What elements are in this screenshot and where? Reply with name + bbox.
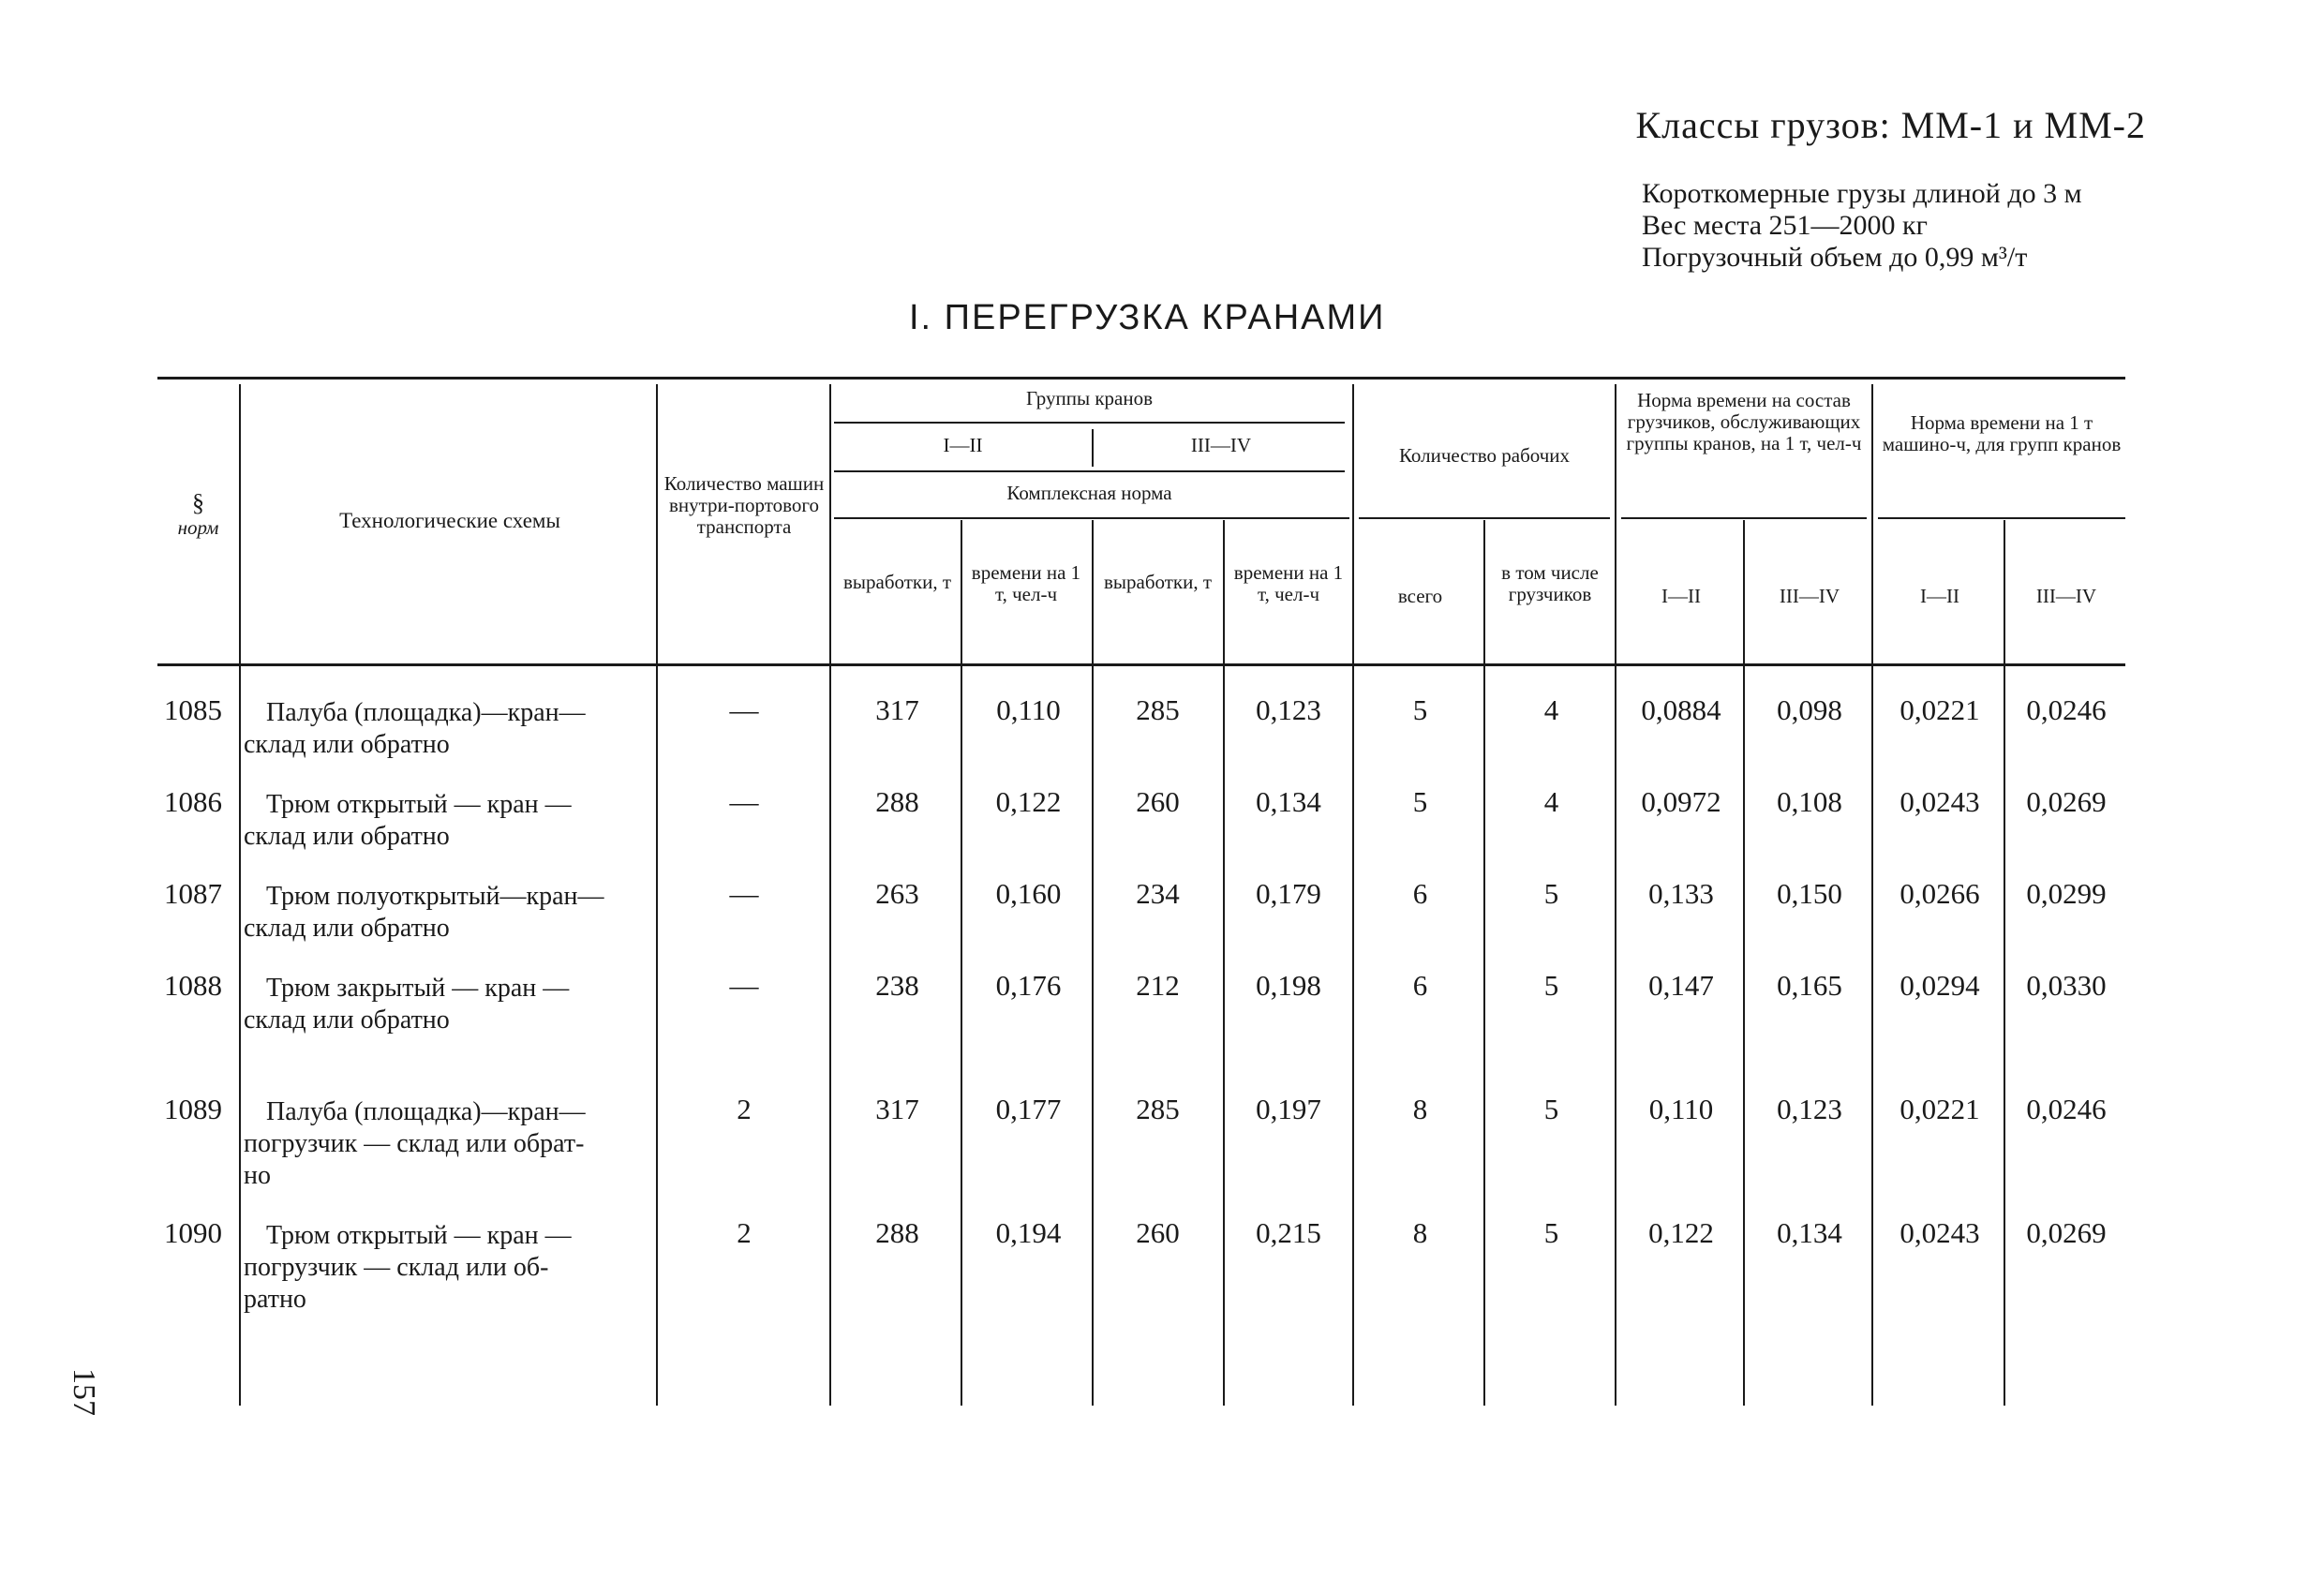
group-1-2-header: I—II [943,434,983,456]
cell-machines: — [729,785,759,818]
cell-time34: 0,198 [1256,969,1321,1002]
col-divider [1092,520,1094,1406]
cell-loaders: 4 [1543,785,1559,818]
workers-header: Количество рабочих [1398,444,1571,467]
info-line: Вес места 251—2000 кг [1642,210,1928,241]
nl-1-2-header: I—II [1661,585,1701,607]
cell-out12: 288 [875,785,919,818]
table-top-rule [157,377,2125,380]
cell-time12: 0,110 [996,693,1061,726]
table-header-rule [157,663,2125,666]
scheme-cell [244,973,656,1036]
col-divider [829,384,831,1406]
norm-loaders-header: Норма времени на состав грузчиков, обслуживающих группы кранов, на 1 т, чел-ч [1626,389,1862,454]
time-header: времени на 1 т, чел-ч [1233,561,1344,605]
scheme-line: Трюм закрытый — кран — [266,974,570,1003]
col-divider [2004,520,2005,1406]
cell-total: 6 [1412,877,1428,910]
cell-out34: 285 [1136,1093,1180,1125]
col-divider [1223,520,1225,1406]
header-line [834,470,1345,472]
cell-time12: 0,160 [995,877,1062,910]
cell-nm12: 0,0294 [1899,969,1980,1002]
info-line: Погрузочный объем до 0,99 м³/т [1642,242,2028,273]
cell-nl12: 0,147 [1648,969,1714,1002]
cell-machines: — [729,969,759,1002]
norm-number: 1088 [164,969,222,1002]
norm-sign: § [192,489,204,516]
norm-number: 1085 [164,693,222,726]
cell-machines: 2 [737,1093,752,1125]
scheme-line: погрузчик — склад или об- [244,1253,549,1282]
cell-out12: 288 [875,1216,919,1249]
col-divider [656,384,658,1406]
norm-machine-header: Норма времени на 1 т машино-ч, для групп кранов [1882,411,2122,455]
cell-nm34: 0,0246 [2026,693,2107,726]
cell-nl34: 0,134 [1777,1216,1842,1249]
cell-nl12: 0,0972 [1641,785,1721,818]
scheme-line: склад или обратно [244,730,450,759]
scheme-line: Трюм полуоткрытый—кран— [266,882,604,911]
time-header: времени на 1 т, чел-ч [971,561,1081,605]
section-title: I. ПЕРЕГРУЗКА КРАНАМИ [909,298,1386,337]
cell-nm34: 0,0299 [2026,877,2107,910]
scheme-line: ратно [244,1285,306,1314]
cell-total: 8 [1412,1093,1428,1125]
cell-nl34: 0,165 [1777,969,1842,1002]
scheme-line: склад или обратно [244,914,450,943]
cell-total: 6 [1412,969,1428,1002]
norm-number: 1090 [164,1216,222,1249]
norm-number: 1087 [164,877,222,910]
cell-out34: 234 [1136,877,1180,910]
cell-nl34: 0,108 [1777,785,1842,818]
cell-nl34: 0,123 [1777,1093,1842,1125]
cell-nl34: 0,150 [1777,877,1842,910]
cell-nm12: 0,0243 [1899,785,1980,818]
col-divider [1483,520,1485,1406]
scheme-line: склад или обратно [244,1005,450,1035]
scheme-line: но [244,1161,271,1190]
scheme-line: Палуба (площадка)—кран— [266,698,586,727]
output-header: выработки, т [842,571,952,593]
page-number: 157 [67,1368,101,1416]
cell-nm34: 0,0269 [2026,785,2107,818]
cell-nl12: 0,133 [1648,877,1714,910]
cell-time12: 0,122 [995,785,1062,818]
crane-groups-header: Группы кранов [1025,387,1154,409]
nm-1-2-header: I—II [1920,585,1959,607]
col-divider [1871,384,1873,1406]
scheme-cell [244,881,656,945]
cell-loaders: 4 [1543,693,1559,726]
cell-time12: 0,194 [995,1216,1062,1249]
scheme-line: Палуба (площадка)—кран— [266,1097,586,1126]
scheme-line: Трюм открытый — кран — [266,790,572,819]
cell-nl12: 0,122 [1648,1216,1714,1249]
cell-nm34: 0,0330 [2026,969,2107,1002]
cell-out12: 238 [875,969,919,1002]
cell-nm12: 0,0266 [1899,877,1980,910]
scheme-cell [244,697,656,761]
cell-loaders: 5 [1543,1216,1559,1249]
cell-time12: 0,176 [995,969,1062,1002]
cell-out34: 285 [1136,693,1180,726]
cell-total: 5 [1412,693,1428,726]
cell-time34: 0,123 [1256,693,1321,726]
cell-out12: 263 [875,877,919,910]
loaders-header: в том числе грузчиков [1501,561,1599,605]
cell-nm12: 0,0243 [1899,1216,1980,1249]
cell-total: 8 [1412,1216,1428,1249]
cell-loaders: 5 [1543,877,1559,910]
machines-header: Количество машин внутри-портового транспорта [663,472,825,538]
cell-nl34: 0,098 [1777,693,1842,726]
col-divider [1352,384,1354,1406]
cell-time34: 0,215 [1256,1216,1321,1249]
group-divider [1092,429,1094,467]
scheme-line: Трюм открытый — кран — [266,1221,572,1250]
cargo-info [1642,178,2082,274]
cell-time12: 0,177 [995,1093,1062,1125]
norm-number: 1089 [164,1093,222,1125]
cell-nm34: 0,0246 [2026,1093,2107,1125]
group-3-4-header: III—IV [1190,434,1252,456]
total-header: всего [1397,585,1443,607]
cell-loaders: 5 [1543,969,1559,1002]
nl-3-4-header: III—IV [1779,585,1840,607]
cell-nm34: 0,0269 [2026,1216,2107,1249]
cell-time34: 0,134 [1256,785,1321,818]
cell-out34: 212 [1136,969,1180,1002]
cell-machines: 2 [737,1216,752,1249]
cell-out12: 317 [875,1093,919,1125]
scheme-cell [244,1096,656,1192]
output-header: выработки, т [1103,571,1213,593]
col-divider [239,384,241,1406]
scheme-line: склад или обратно [244,822,450,851]
cell-out34: 260 [1136,785,1180,818]
header-line [1878,517,2125,519]
cargo-classes-title: Классы грузов: ММ-1 и ММ-2 [1635,104,2146,146]
header-line [1359,517,1610,519]
header-line [834,422,1345,424]
cell-nm12: 0,0221 [1899,693,1980,726]
col-divider [961,520,962,1406]
cell-out34: 260 [1136,1216,1180,1249]
cell-nl12: 0,110 [1648,1093,1714,1125]
cell-loaders: 5 [1543,1093,1559,1125]
header-line [1621,517,1867,519]
scheme-line: погрузчик — склад или обрат- [244,1129,585,1158]
cell-nm12: 0,0221 [1899,1093,1980,1125]
schemes-header: Технологические схемы [339,509,560,532]
cell-out12: 317 [875,693,919,726]
norm-label: норм [177,516,219,539]
cell-total: 5 [1412,785,1428,818]
col-divider [1743,520,1745,1406]
nm-3-4-header: III—IV [2035,585,2097,607]
info-line: Короткомерные грузы длиной до 3 м [1642,178,2082,209]
cell-time34: 0,179 [1256,877,1321,910]
cell-nl12: 0,0884 [1641,693,1721,726]
col-divider [1615,384,1616,1406]
scheme-cell [244,789,656,853]
cell-machines: — [729,877,759,910]
cell-time34: 0,197 [1256,1093,1321,1125]
header-line [834,517,1349,519]
scheme-cell [244,1220,656,1316]
complex-norm-header: Комплексная норма [1006,482,1172,504]
norm-number: 1086 [164,785,222,818]
cell-machines: — [729,693,759,726]
